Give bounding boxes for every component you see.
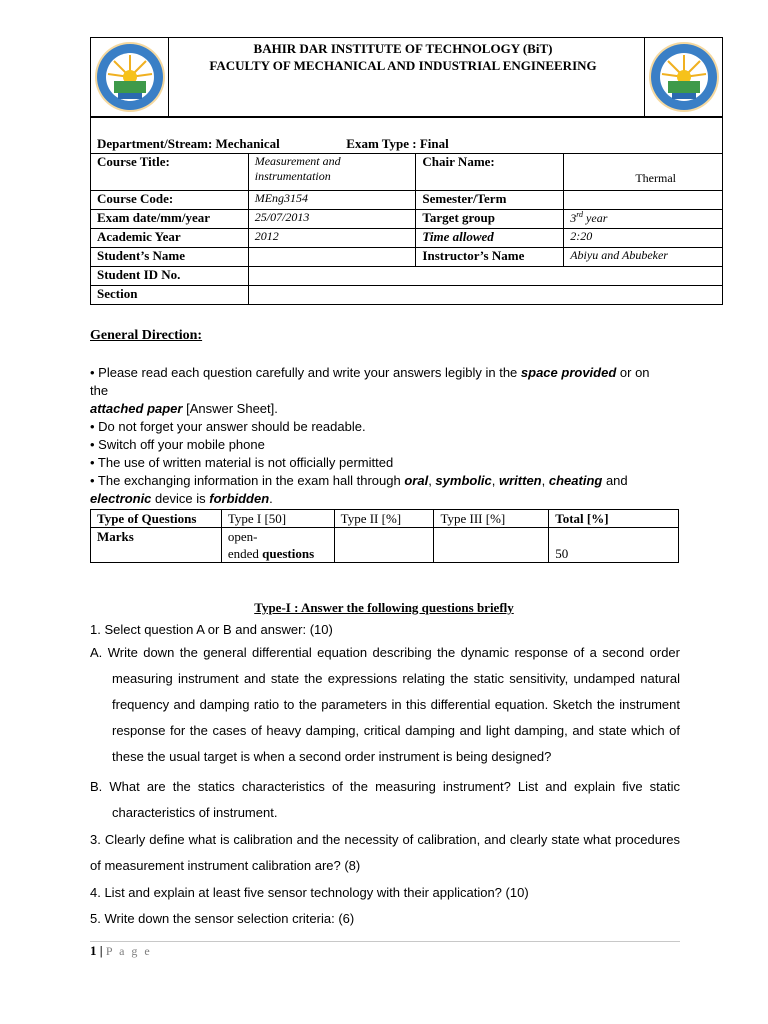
direction-emphasis: oral <box>404 473 429 488</box>
type-two-cell <box>334 528 434 563</box>
type-one-text: ended <box>227 546 263 561</box>
direction-text: or on <box>616 365 650 380</box>
table-header: Type III [%] <box>434 510 549 528</box>
table-row <box>91 118 723 154</box>
page-word: P a g e <box>105 944 152 958</box>
chair-value-cell <box>564 154 723 191</box>
department-cell <box>91 118 723 154</box>
section-label: Section <box>91 286 249 305</box>
question-a-text: A. Write down the general differential equation describing the dynamic response of a second order measuring instrument and state the expressions relating the static sensitivity, undamped natural frequency and damping ratio to the parameters in this differential equation. Sketch the instrument response for the cases of heavy damping, critical damping and light damping, and state which of these the usual target is when a second order instrument is being designed? <box>90 645 680 764</box>
exam-type-label: Exam Type : Final <box>346 136 449 151</box>
faculty-name: FACULTY OF MECHANICAL AND INDUSTRIAL ENGINEERING <box>209 58 597 73</box>
type-one-heading <box>0 600 768 616</box>
type-one-line: open- <box>227 529 258 544</box>
question-b <box>90 774 680 826</box>
target-group-value <box>564 210 723 229</box>
header-box <box>90 37 723 117</box>
exam-info-table <box>90 117 723 305</box>
student-name-field[interactable] <box>248 248 416 267</box>
time-allowed-value: 2:20 <box>564 229 723 248</box>
question-3: 3. Clearly define what is calibration and the necessity of calibration, and clearly state what procedures of measurement instrument calibration are? (8) <box>90 832 680 873</box>
table-row <box>91 191 723 210</box>
direction-line <box>90 400 690 418</box>
header-title <box>169 40 637 74</box>
table-row <box>91 229 723 248</box>
total-value: 50 <box>549 528 679 563</box>
target-number: 3 <box>570 211 577 225</box>
page-number: 1 <box>90 943 97 958</box>
question-4: 4. List and explain at least five sensor technology with their application? (10) <box>90 885 529 900</box>
target-rest: year <box>583 211 608 225</box>
general-direction-title: General Direction: <box>90 328 203 343</box>
footer-divider <box>90 941 680 942</box>
direction-line: • The use of written material is not officially permitted <box>90 455 394 470</box>
course-code-label: Course Code: <box>91 191 249 210</box>
semester-value[interactable] <box>564 191 723 210</box>
student-id-label: Student ID No. <box>91 267 249 286</box>
direction-text: , <box>491 473 500 488</box>
section-field[interactable] <box>248 286 722 305</box>
type-one-heading-text: Type-I : Answer the following questions briefly <box>254 600 514 615</box>
direction-emphasis: cheating <box>548 473 603 488</box>
table-header: Total [%] <box>549 510 679 528</box>
academic-year-value: 2012 <box>248 229 416 248</box>
table-row <box>91 267 723 286</box>
question-b-text: B. What are the statics characteristics of the measuring instrument? List and explain five static characteristics of instrument. <box>90 779 680 820</box>
target-suffix: rd <box>576 210 584 219</box>
time-allowed-label: Time allowed <box>416 229 564 248</box>
direction-emphasis: written <box>499 473 542 488</box>
instructor-value: Abiyu and Abubeker <box>564 248 723 267</box>
direction-emphasis: attached paper <box>90 401 183 416</box>
direction-emphasis: symbolic <box>435 473 492 488</box>
table-row <box>91 286 723 305</box>
course-title-line: Measurement and <box>254 154 341 168</box>
institute-logo <box>94 41 166 113</box>
direction-text: device is <box>151 491 210 506</box>
direction-line: the <box>90 383 109 398</box>
type-one-cell <box>221 528 334 563</box>
chair-value: Thermal <box>635 171 676 185</box>
direction-line: • Do not forget your answer should be readable. <box>90 419 366 434</box>
table-row <box>91 248 723 267</box>
student-id-field[interactable] <box>248 267 722 286</box>
direction-text: , <box>428 473 436 488</box>
direction-emphasis: forbidden <box>209 491 270 506</box>
table-header: Type I [50] <box>221 510 334 528</box>
table-header: Type II [%] <box>334 510 434 528</box>
table-row <box>91 154 723 191</box>
direction-line: • Switch off your mobile phone <box>90 437 265 452</box>
question-1: 1. Select question A or B and answer: (10) <box>90 622 333 637</box>
institute-logo <box>648 41 720 113</box>
academic-year-label: Academic Year <box>91 229 249 248</box>
chair-label: Chair Name: <box>416 154 564 191</box>
direction-text: . <box>269 491 273 506</box>
type-one-line <box>228 545 328 562</box>
direction-text: and <box>602 473 628 488</box>
direction-emphasis: electronic <box>90 491 152 506</box>
page-separator: | <box>96 943 106 958</box>
course-code-value: MEng3154 <box>248 191 416 210</box>
semester-label: Semester/Term <box>416 191 564 210</box>
table-row <box>91 210 723 229</box>
question-a <box>90 640 680 770</box>
exam-date-label: Exam date/mm/year <box>91 210 249 229</box>
table-row <box>91 510 679 528</box>
direction-text: , <box>541 473 549 488</box>
target-group-label: Target group <box>416 210 564 229</box>
direction-line <box>90 364 690 382</box>
student-name-label: Student’s Name <box>91 248 249 267</box>
general-direction-list <box>90 364 690 508</box>
type-three-cell <box>434 528 549 563</box>
table-row <box>91 528 679 563</box>
course-title-line: instrumentation <box>254 169 331 183</box>
page-footer <box>90 943 152 959</box>
question-5: 5. Write down the sensor selection criteria: (6) <box>90 911 355 926</box>
marks-label: Marks <box>91 528 222 563</box>
direction-line <box>90 490 690 508</box>
direction-line <box>90 472 690 490</box>
right-logo-cell <box>644 38 722 116</box>
direction-text: • Please read each question carefully and write your answers legibly in the <box>90 365 521 380</box>
type-one-emphasis: questions <box>262 546 315 561</box>
exam-date-value: 25/07/2013 <box>248 210 416 229</box>
direction-text: • The exchanging information in the exam hall through <box>90 473 405 488</box>
left-logo-cell <box>91 38 169 116</box>
direction-text: [Answer Sheet]. <box>182 401 278 416</box>
question-types-table <box>90 509 679 563</box>
table-header: Type of Questions <box>91 510 222 528</box>
course-title-value <box>248 154 416 191</box>
course-title-label: Course Title: <box>91 154 249 191</box>
direction-emphasis: space provided <box>520 365 617 380</box>
institute-name: BAHIR DAR INSTITUTE OF TECHNOLOGY (BiT) <box>253 41 553 56</box>
instructor-label: Instructor’s Name <box>416 248 564 267</box>
department-label: Department/Stream: Mechanical <box>97 136 280 151</box>
